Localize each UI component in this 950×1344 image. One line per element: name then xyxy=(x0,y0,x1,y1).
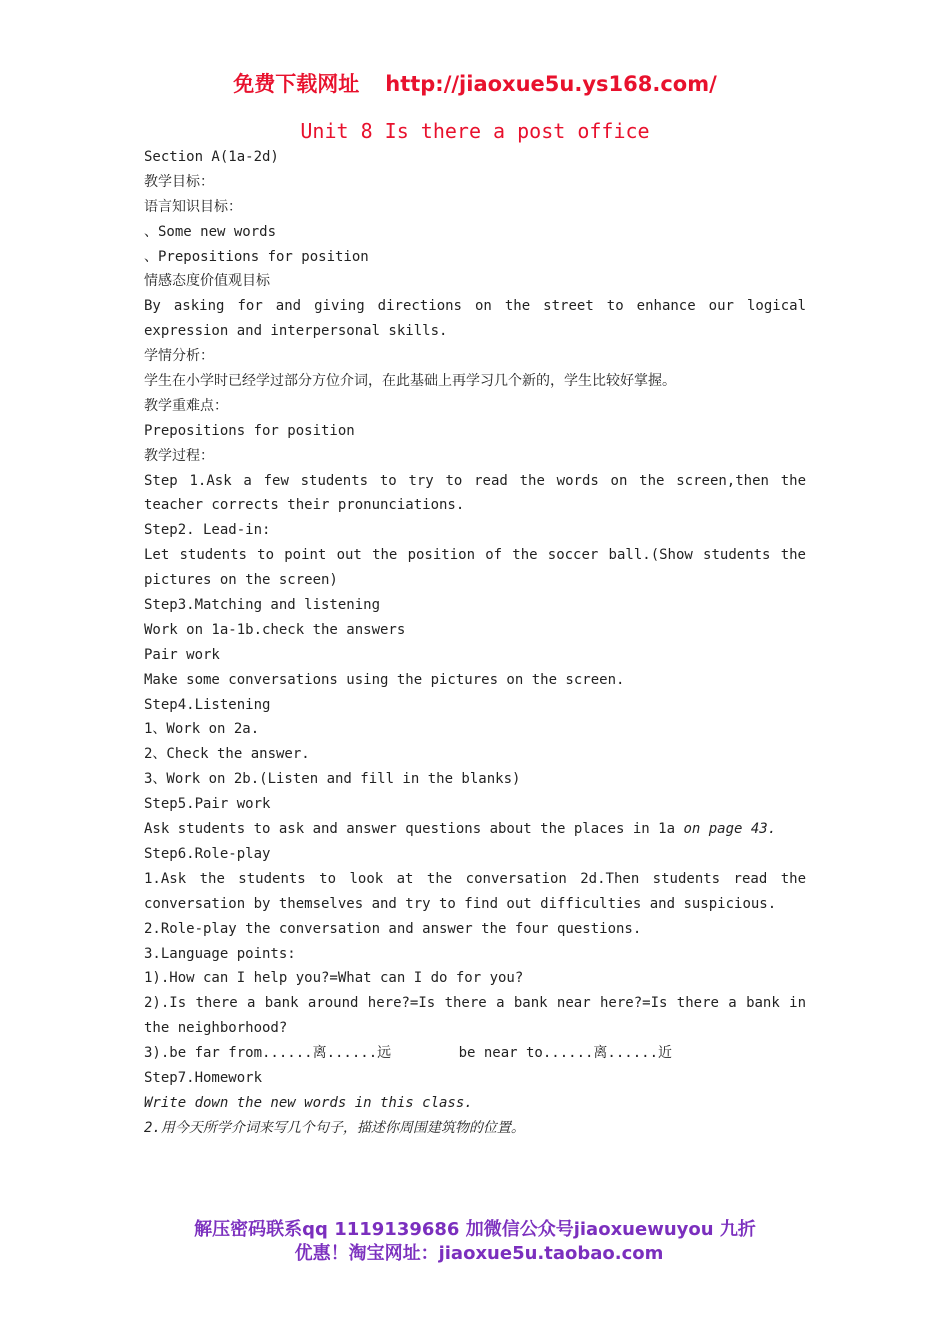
text-line: the neighborhood? xyxy=(144,1020,288,1037)
text-line: 、Prepositions for position xyxy=(144,248,369,265)
text-line: 学情分析： xyxy=(144,348,214,365)
text-line: 语言知识目标： xyxy=(144,198,242,215)
text-line: Step 1.Ask a few students to try to read the words on the screen,then the xyxy=(144,472,806,489)
text-line: Let students to point out the position of the soccer ball.(Show students the xyxy=(144,547,806,564)
text-line: Step2. Lead-in: xyxy=(144,522,271,539)
text-line: 2).Is there a bank around here?=Is there a bank near here?=Is there a bank in xyxy=(144,995,806,1012)
text-line: 教学重难点： xyxy=(144,397,228,414)
text-line: 教学过程： xyxy=(144,447,214,464)
text-line: 2、Check the answer. xyxy=(144,746,310,763)
document-title: Unit 8 Is there a post office xyxy=(300,119,650,143)
download-header[interactable] xyxy=(0,68,950,98)
footer-contact xyxy=(0,1218,950,1266)
text-line: By asking for and giving directions on the street to enhance our logical xyxy=(144,298,806,315)
footer-line-2[interactable]: 优惠！淘宝网址：jiaoxue5u.taobao.com xyxy=(294,1243,664,1264)
text-line: Make some conversations using the pictures on the screen. xyxy=(144,671,625,688)
text-line: Step6.Role-play xyxy=(144,845,271,862)
text-line: Step3.Matching and listening xyxy=(144,597,381,614)
text-line: conversation by themselves and try to find out difficulties and suspicious. xyxy=(144,895,777,912)
text-line: 3).be far from......离......远 be near to......离......近 xyxy=(144,1045,673,1062)
text-line: 3.Language points: xyxy=(144,945,296,962)
text-line: pictures on the screen) xyxy=(144,572,338,589)
text-line: Work on 1a-1b.check the answers xyxy=(144,621,406,638)
download-label: 免费下载网址 xyxy=(233,72,360,96)
text-line: 学生在小学时已经学过部分方位介词，在此基础上再学习几个新的，学生比较好掌握。 xyxy=(144,373,676,390)
text-line: 教学目标： xyxy=(144,173,214,190)
text-line: 1).How can I help you?=What can I do for you? xyxy=(144,970,524,987)
text-line: Step7.Homework xyxy=(144,1069,263,1086)
text-line: 1.Ask the students to look at the conversation 2d.Then students read the xyxy=(144,870,806,887)
text-line: 3、Work on 2b.(Listen and fill in the blanks) xyxy=(144,771,521,788)
section-heading: Section A(1a-2d) xyxy=(144,149,279,165)
text-line: Step5.Pair work xyxy=(144,796,271,813)
text-line: 2.Role-play the conversation and answer the four questions. xyxy=(144,920,642,937)
text-segment: Ask students to ask and answer questions about the places in 1a xyxy=(144,821,684,838)
text-line: teacher corrects their pronunciations. xyxy=(144,497,465,514)
text-line-italic: Write down the new words in this class. xyxy=(144,1094,473,1111)
text-line-italic: 2.用今天所学介词来写几个句子，描述你周围建筑物的位置。 xyxy=(144,1119,525,1136)
text-line: 1、Work on 2a. xyxy=(144,721,260,738)
text-line: expression and interpersonal skills. xyxy=(144,323,448,340)
text-segment-italic: on page 43. xyxy=(683,821,777,838)
text-line: Prepositions for position xyxy=(144,422,355,439)
text-line: Pair work xyxy=(144,646,220,663)
document-body xyxy=(144,145,806,1141)
text-line: 、Some new words xyxy=(144,223,277,240)
footer-line-1: 解压密码联系qq 1119139686 加微信公众号jiaoxuewuyou 九折 xyxy=(194,1219,756,1240)
download-url-link[interactable]: http://jiaoxue5u.ys168.com/ xyxy=(385,72,717,96)
text-line: Step4.Listening xyxy=(144,696,271,713)
text-line: 情感态度价值观目标 xyxy=(144,273,270,290)
text-line xyxy=(144,817,806,842)
